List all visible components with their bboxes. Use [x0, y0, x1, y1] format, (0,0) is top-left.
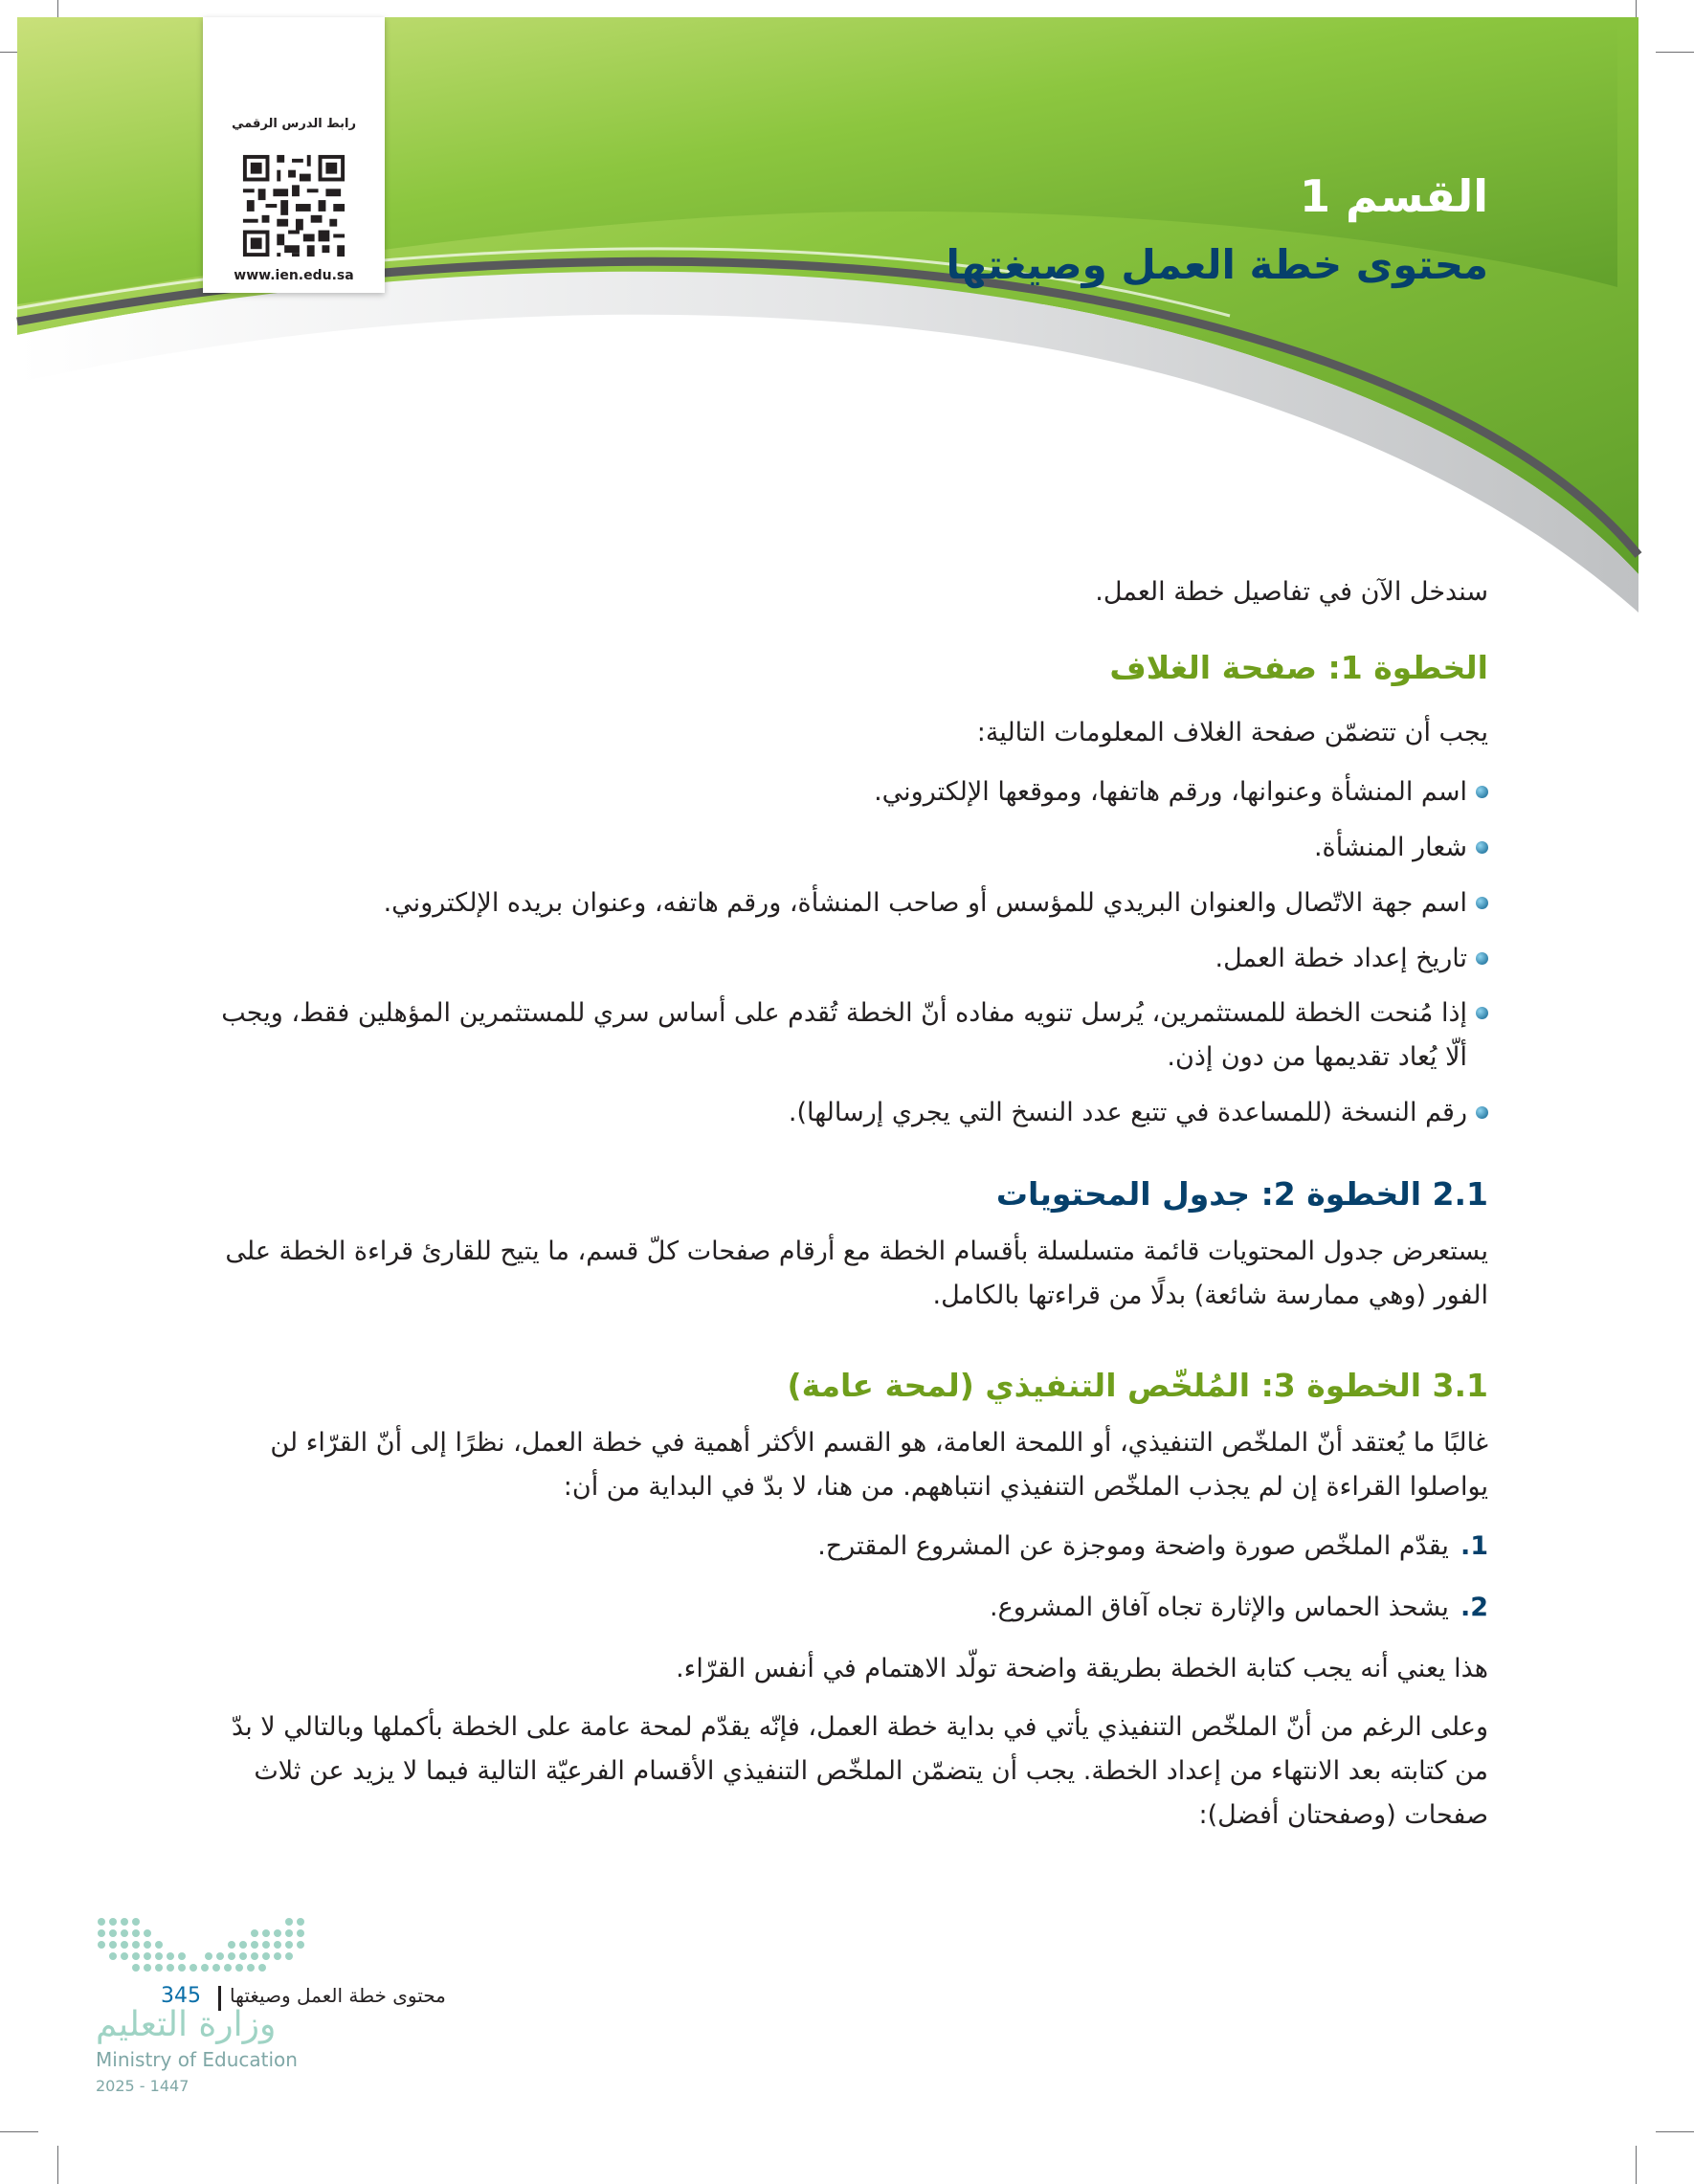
list-item — [206, 992, 1488, 1080]
bullet-icon — [1476, 841, 1488, 854]
step1-section — [206, 649, 1488, 1147]
intro-text: سندخل الآن في تفاصيل خطة العمل. — [1095, 577, 1488, 607]
step1-heading: الخطوة 1: صفحة الغلاف — [1109, 649, 1488, 686]
crop-mark — [0, 2131, 38, 2132]
step3-note: هذا يعني أنه يجب كتابة الخطة بطريقة واضحة تولّد الاهتمام في أنفس القرّاء. — [676, 1653, 1488, 1683]
step2-body: يستعرض جدول المحتويات قائمة متسلسلة بأقسام الخطة مع أرقام صفحات كلّ قسم، ما يتيح للقارئ قراءة الخطة على الفور (وهي ممارسة شائعة) بدلًا من قراءتها بالكامل. — [225, 1237, 1488, 1310]
step3-closing: وعلى الرغم من أنّ الملخّص التنفيذي يأتي في بداية خطة العمل، فإنّه يقدّم لمحة عامة على الخطة بأكملها وبالتالي لا بدّ من كتابته بعد الانتهاء من إعداد الخطة. يجب أن يتضمّن الملخّص التنفيذي الأقسام الفرعيّة التالية فيما لا يزيد عن ثلاث صفحات (وصفحتان أفضل): — [232, 1712, 1488, 1831]
crop-mark — [57, 2146, 58, 2184]
item-text: يقدّم الملخّص صورة واضحة وموجزة عن المشروع المقترح. — [817, 1530, 1449, 1561]
ministry-year: 2025 - 1447 — [96, 2077, 189, 2095]
list-item-text: اسم جهة الاتّصال والعنوان البريدي للمؤسس أو صاحب المنشأة، ورقم هاتفه، وعنوان بريده الإلكتروني. — [383, 887, 1467, 918]
list-item — [206, 881, 1488, 925]
ministry-name-english: Ministry of Education — [96, 2048, 298, 2071]
bullet-icon — [1476, 952, 1488, 965]
list-item-text: إذا مُنحت الخطة للمستثمرين، يُرسل تنويه مفاده أنّ الخطة تُقدم على أساس سري للمستثمرين المؤهلين فقط، ويجب ألّا يُعاد تقديمها من دون إذن. — [221, 998, 1467, 1073]
bullet-icon — [1476, 786, 1488, 798]
bullet-icon — [1476, 897, 1488, 909]
step3-section — [206, 1367, 1488, 1838]
bullet-icon — [1476, 1106, 1488, 1119]
list-item — [206, 1091, 1488, 1135]
item-text: يشحذ الحماس والإثارة تجاه آفاق المشروع. — [990, 1592, 1449, 1622]
qr-caption: رابط الدرس الرقمي — [232, 117, 356, 131]
step2-section — [206, 1175, 1488, 1318]
qr-code-icon[interactable] — [239, 151, 348, 260]
item-number: 1. — [1460, 1530, 1488, 1561]
crop-mark — [1656, 2131, 1694, 2132]
intro-block — [206, 570, 1488, 614]
qr-card[interactable] — [203, 17, 385, 293]
ministry-name-arabic: وزارة التعليم — [96, 2005, 277, 2044]
page-title: محتوى خطة العمل وصيغتها — [946, 241, 1488, 288]
ministry-logo-icon — [92, 1912, 312, 1981]
step3-body: غالبًا ما يُعتقد أنّ الملخّص التنفيذي، أو اللمحة العامة، هو القسم الأكثر أهمية في خطة العمل، نظرًا إلى أنّ القرّاء لن يواصلوا القراءة إن لم يجذب الملخّص التنفيذي انتباههم. من هنا، لا بدّ في البداية من أن: — [270, 1428, 1488, 1502]
list-item-text: رقم النسخة (للمساعدة في تتبع عدد النسخ التي يجري إرسالها). — [788, 1098, 1467, 1128]
crop-mark — [1636, 2146, 1637, 2184]
numbered-item — [206, 1586, 1488, 1630]
list-item — [206, 826, 1488, 870]
step1-list — [206, 770, 1488, 1135]
list-item — [206, 770, 1488, 814]
step1-lead: يجب أن تتضمّن صفحة الغلاف المعلومات التالية: — [976, 718, 1488, 747]
step2-heading: 2.1 الخطوة 2: جدول المحتويات — [995, 1175, 1488, 1213]
bullet-icon — [1476, 1007, 1488, 1019]
qr-url-link[interactable]: www.ien.edu.sa — [234, 268, 354, 283]
list-item-text: شعار المنشأة. — [1313, 832, 1467, 862]
list-item — [206, 937, 1488, 981]
section-label: القسم 1 — [1299, 170, 1488, 222]
footer-chapter-title: محتوى خطة العمل وصيغتها — [230, 1984, 446, 2007]
page-number: 345 — [161, 1984, 201, 2008]
list-item-text: تاريخ إعداد خطة العمل. — [1215, 943, 1467, 973]
item-number: 2. — [1460, 1592, 1488, 1622]
numbered-item — [206, 1525, 1488, 1569]
list-item-text: اسم المنشأة وعنوانها، ورقم هاتفها، وموقعها الإلكتروني. — [874, 776, 1467, 807]
step3-heading: 3.1 الخطوة 3: المُلخّص التنفيذي (لمحة عامة) — [787, 1367, 1488, 1404]
